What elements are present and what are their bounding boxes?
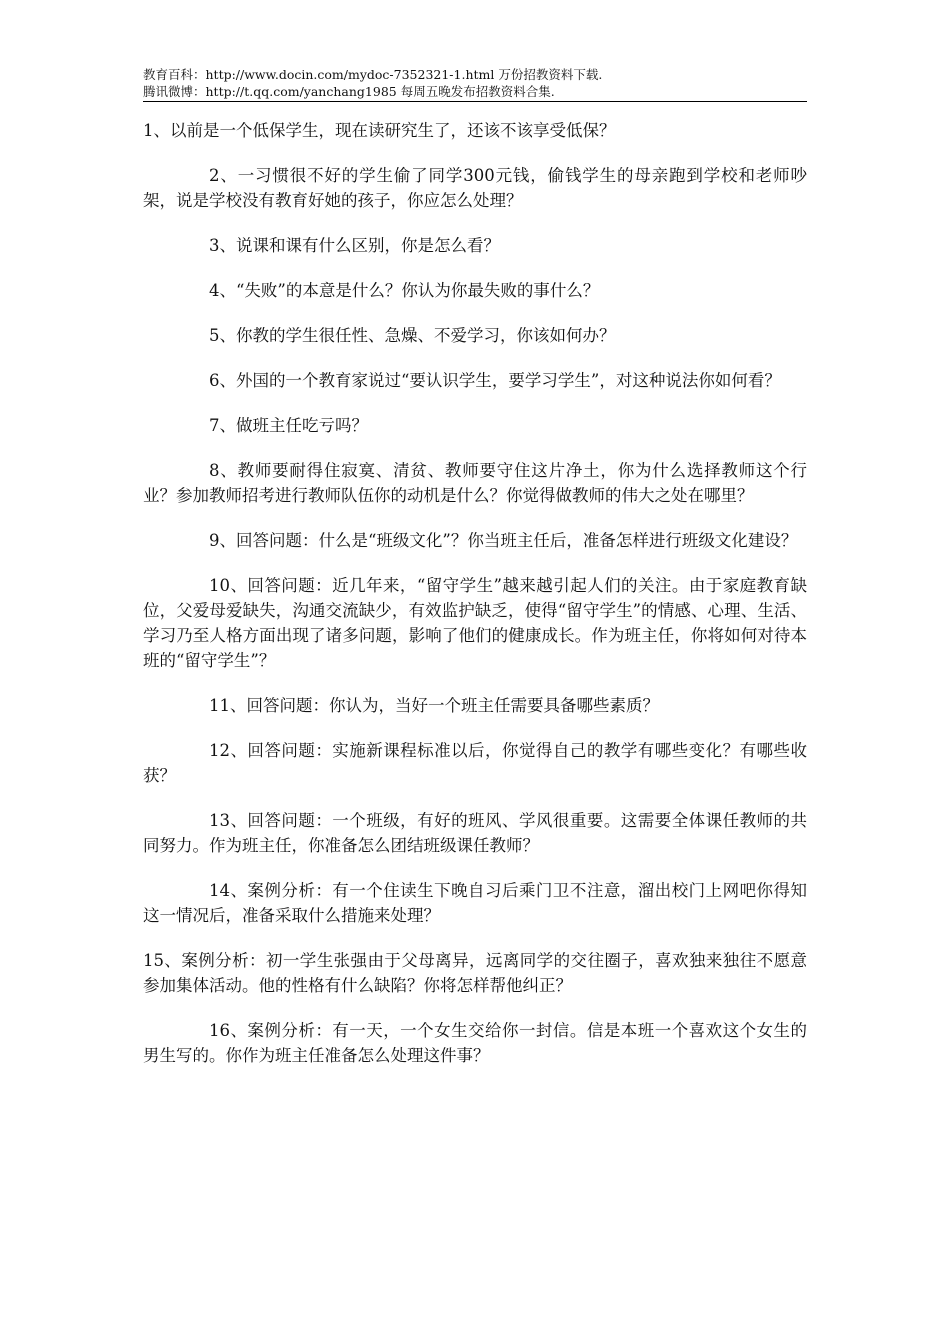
question-12: 12、回答问题：实施新课程标准以后，你觉得自己的教学有哪些变化？有哪些收获？ xyxy=(143,741,807,785)
question-2: 2、一习惯很不好的学生偷了同学300元钱，偷钱学生的母亲跑到学校和老师吵架，说是学校没有教育好她的孩子，你应怎么处理？ xyxy=(143,166,807,210)
page-header xyxy=(143,66,807,100)
question-list xyxy=(143,118,807,1088)
question-1: 1、以前是一个低保学生，现在读研究生了，还该不该享受低保？ xyxy=(143,121,616,140)
question-15: 15、案例分析：初一学生张强由于父母离异，远离同学的交往圈子，喜欢独来独往不愿意参加集体活动。他的性格有什么缺陷？你将怎样帮他纠正？ xyxy=(143,951,807,995)
question-14: 14、案例分析：有一个住读生下晚自习后乘门卫不注意，溜出校门上网吧你得知这一情况后，准备采取什么措施来处理？ xyxy=(143,881,807,925)
header-docin-line: 教育百科：http://www.docin.com/mydoc-7352321-1.html 万份招教资料下载. xyxy=(143,67,603,82)
question-10: 10、回答问题：近几年来，“留守学生”越来越引起人们的关注。由于家庭教育缺位，父爱母爱缺失，沟通交流缺少，有效监护缺乏，使得“留守学生”的情感、心理、生活、学习乃至人格方面出现了诸多问题，影响了他们的健康成长。作为班主任，你将如何对待本班的“留守学生”？ xyxy=(143,576,807,670)
question-9: 9、回答问题：什么是“班级文化”？你当班主任后，准备怎样进行班级文化建设？ xyxy=(209,531,798,550)
header-weibo-line: 腾讯微博：http://t.qq.com/yanchang1985 每周五晚发布招教资料合集. xyxy=(143,84,555,99)
question-16: 16、案例分析：有一天，一个女生交给你一封信。信是本班一个喜欢这个女生的男生写的。你作为班主任准备怎么处理这件事？ xyxy=(143,1021,807,1065)
question-3: 3、说课和课有什么区别，你是怎么看？ xyxy=(209,236,500,255)
question-11: 11、回答问题：你认为，当好一个班主任需要具备哪些素质？ xyxy=(209,696,659,715)
question-7: 7、做班主任吃亏吗？ xyxy=(209,416,368,435)
question-6: 6、外国的一个教育家说过“要认识学生，要学习学生”，对这种说法你如何看？ xyxy=(209,371,781,390)
question-4: 4、“失败”的本意是什么？你认为你最失败的事什么？ xyxy=(209,281,600,300)
question-8: 8、教师要耐得住寂寞、清贫、教师要守住这片净土，你为什么选择教师这个行业？参加教师招考进行教师队伍你的动机是什么？你觉得做教师的伟大之处在哪里？ xyxy=(143,461,807,505)
question-13: 13、回答问题：一个班级，有好的班风、学风很重要。这需要全体课任教师的共同努力。作为班主任，你准备怎么团结班级课任教师？ xyxy=(143,811,807,855)
header-divider xyxy=(143,101,807,102)
question-5: 5、你教的学生很任性、急燥、不爱学习，你该如何办？ xyxy=(209,326,616,345)
